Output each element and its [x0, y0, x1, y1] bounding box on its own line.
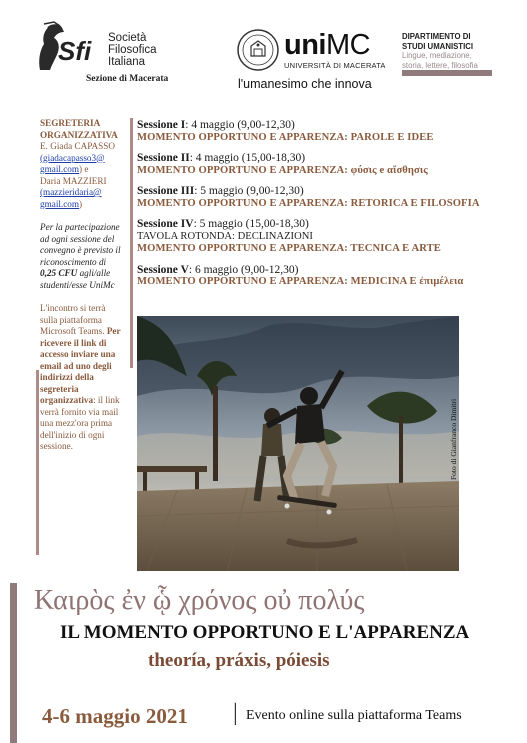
email-link-mazzieri[interactable]: (mazzieridaria@	[40, 187, 102, 197]
session-item	[137, 152, 517, 177]
session-title: MOMENTO OPPORTUNO E APPARENZA: φύσις e αἴσθησις	[137, 164, 428, 176]
sfi-logo	[34, 20, 174, 86]
event-date: 4-6 maggio 2021	[42, 704, 188, 728]
session-when: : 4 maggio (9,00-12,30)	[185, 119, 295, 131]
sub-title: theoría, práxis, póiesis	[148, 650, 330, 671]
date-separator: |	[233, 700, 238, 726]
unimc-logo	[236, 28, 386, 94]
session-label: Sessione V	[137, 263, 189, 276]
session-when: : 6 maggio (9,00-12,30)	[188, 263, 299, 276]
cfu-tail: agli/alle studenti/esse UniMc	[40, 268, 115, 290]
session-extra: TAVOLA ROTONDA: DECLINAZIONI	[137, 230, 313, 242]
session-when: : 5 maggio (15,00-18,30)	[193, 218, 309, 230]
teams-instructions: Per ricevere il link di accesso inviare una email ad uno degli indirizzi della segreteria organizzativa	[40, 326, 121, 405]
event-platform: Evento online sulla piattaforma Teams	[246, 708, 462, 723]
unimc-light: MC	[326, 29, 371, 61]
cfu-text: Per la partecipazione ad ogni sessione del convegno è previsto il riconoscimento di	[40, 222, 121, 267]
close-paren: )	[79, 198, 83, 209]
unimc-wordmark	[284, 30, 370, 60]
contact-name: Daria MAZZIERI	[40, 175, 107, 186]
segreteria-block	[40, 118, 124, 210]
sidebar-divider	[130, 118, 133, 368]
unimc-subtitle: UNIVERSITÀ DI MACERATA	[284, 61, 386, 70]
greek-title: Καιρὸς ἐν ᾧ χρόνος οὐ πολύς	[34, 585, 365, 616]
sfi-mark: Sfi	[58, 36, 92, 66]
dsu-title: STUDI UMANISTICI	[402, 41, 474, 51]
dsu-subtitle: storia, lettere, filosofia	[402, 60, 478, 70]
sessions-list	[137, 119, 517, 297]
session-label: Sessione II	[137, 152, 190, 164]
segreteria-title: SEGRETERIA	[40, 118, 101, 128]
teams-tail: : il link verrà fornito via mail una mezz'ora prima dell'inizio di ogni sessione.	[40, 395, 120, 451]
conjunction-text: ) e	[79, 164, 89, 174]
session-title: MOMENTO OPPORTUNO E APPARENZA: TECNICA E ARTE	[137, 243, 441, 254]
segreteria-title: ORGANIZZATIVA	[40, 129, 118, 140]
title-accent-bar	[10, 583, 17, 743]
session-label: Sessione IV	[137, 218, 194, 230]
session-when: : 5 maggio (9,00-12,30)	[194, 185, 304, 197]
session-title: MOMENTO OPPORTUNO E APPARENZA: PAROLE E IDEE	[137, 131, 434, 143]
unimc-tagline: l'umanesimo che innova	[238, 77, 372, 91]
session-label: Sessione III	[137, 185, 195, 197]
cfu-block	[40, 222, 124, 291]
sfi-line: Filosofica	[108, 44, 157, 56]
session-when: : 4 maggio (15,00-18,30)	[189, 152, 306, 164]
dsu-logo	[402, 32, 492, 78]
session-item	[137, 185, 517, 210]
session-item	[137, 218, 517, 256]
dsu-subtitle: Lingue, mediazione,	[402, 51, 472, 60]
university-seal-icon	[236, 28, 280, 72]
dsu-title: DIPARTIMENTO DI	[402, 32, 471, 41]
session-item	[137, 119, 517, 144]
email-link-capasso[interactable]: (giadacapasso3@	[40, 152, 105, 163]
dsu-color-bar	[402, 70, 492, 76]
photo-illustration	[137, 316, 459, 571]
sfi-line: Società	[108, 32, 147, 44]
session-item	[137, 264, 517, 289]
photo-credit: Foto di Gianfranco Dimitri	[449, 398, 458, 480]
session-title: MOMENTO OPPORTUNO E APPARENZA: RETORICA E FILOSOFIA	[137, 197, 480, 209]
session-label: Sessione I	[137, 119, 186, 131]
sfi-line: Italiana	[108, 56, 146, 68]
contact-name: E. Giada CAPASSO	[40, 141, 115, 151]
main-title: IL MOMENTO OPPORTUNO E L'APPARENZA	[60, 622, 470, 643]
email-link-mazzieri-domain[interactable]: gmail.com	[40, 198, 80, 209]
cfu-value: 0,25 CFU	[40, 268, 78, 278]
sidebar-info	[40, 118, 124, 453]
teams-intro: L'incontro si terrà sulla piattaforma Microsoft Teams.	[40, 303, 106, 336]
teams-block	[40, 303, 124, 453]
skateboarder-photo	[137, 316, 459, 571]
unimc-bold: uni	[284, 29, 326, 61]
sfi-sezione: Sezione di Macerata	[86, 74, 169, 84]
sidebar-left-rule	[36, 370, 39, 555]
sfi-wordmark	[108, 32, 157, 68]
email-link-capasso-domain[interactable]: gmail.com	[40, 164, 80, 174]
session-title: MOMENTO OPPORTUNO E APPARENZA: MEDICINA E ἐπιμέλεια	[137, 276, 464, 287]
